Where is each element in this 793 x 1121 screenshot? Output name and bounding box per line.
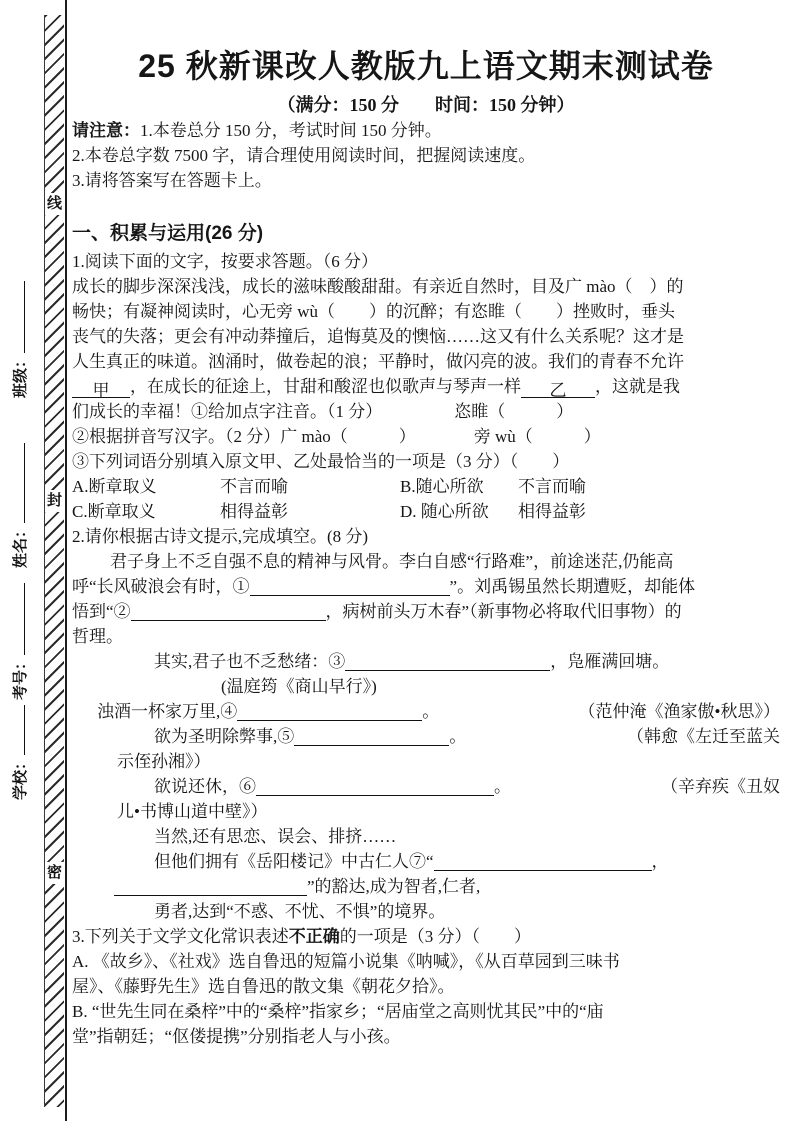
q2-line-8 [72, 724, 780, 749]
school-field-blank [11, 705, 25, 755]
blank-6 [256, 776, 494, 796]
seal-char-mi: 密 [45, 862, 64, 884]
q1-sub2 [72, 424, 780, 449]
q2-line-8-left [154, 724, 466, 749]
paper-title: 25 秋新课改人教版九上语文期末测试卷 [138, 48, 714, 84]
blank-1 [250, 576, 450, 596]
q1-sub1-right: 恣睢（ ） [454, 402, 574, 421]
q2-citation-wen: (温庭筠《商山早行》) [221, 677, 377, 696]
notice-line-3 [72, 168, 780, 193]
q3-stem-post: 的一项是（3 分）（ ） [339, 927, 531, 946]
q2-intro: 2.请你根据古诗文提示,完成填空。(8 分) [72, 527, 369, 546]
q1-passage-3: 丧气的失落；更会有冲动莽撞后，追悔莫及的懊恼……这又有什么关系呢？这才是 [72, 327, 684, 346]
q1-passage-2: 畅快；有凝神阅读时，心无旁 wù（ ）的沉醉；有恣睢（ ）挫败时，垂头 [72, 302, 676, 321]
q1-intro: 1.阅读下面的文字，按要求答题。（6 分） [72, 252, 378, 271]
q2-line-8-pre: 欲为圣明除弊事,⑤ [154, 727, 295, 746]
q1-passage-5 [72, 374, 780, 399]
exam-number-field [9, 583, 30, 700]
notice-1-text: 1.本卷总分 150 分，考试时间 150 分钟。 [140, 121, 442, 140]
q1-option-a-label: A.断章取义 [72, 477, 157, 496]
q2-line-13-post: ， [651, 852, 669, 871]
blank-5 [294, 726, 449, 746]
q2-citation-fan: （范仲淹《渔家傲•秋思》） [578, 702, 780, 721]
q2-line-7 [72, 699, 780, 724]
notice-3-text: 3.请将答案写在答题卡上。 [72, 171, 272, 190]
name-field-blank [11, 443, 25, 523]
q2-line-5-post: ，凫雁满回塘。 [550, 652, 670, 671]
q2-line-12: 当然,还有思恋、误会、排挤…… [154, 827, 397, 846]
q1-option-d-label: D. 随心所欲 [400, 502, 489, 521]
q3-option-a-line-1: A. 《故乡》、《社戏》选自鲁迅的短篇小说集《呐喊》，《从百草园到三味书 [72, 952, 620, 971]
q2-line-1: 君子身上不乏自强不息的精神与风骨。李白自感“行路难”，前途迷茫,仍能高 [110, 552, 674, 571]
blank-7-continued [114, 876, 307, 896]
q2-line-2-pre: 呼“长风破浪会有时，① [72, 577, 250, 596]
q1-passage-4: 人生真正的味道。汹涌时，做卷起的浪；平静时，做闪亮的波。我们的青春不允许 [72, 352, 684, 371]
q3-option-b-line-2: 堂”指朝廷；“伛偻提携”分别指老人与小孩。 [72, 1027, 401, 1046]
blank-jia: 甲 [72, 378, 130, 398]
q1-passage-1: 成长的脚步深深浅浅，成长的滋味酸酸甜甜。有亲近自然时，目及广 mào（ ）的 [72, 277, 684, 296]
q1-option-d-word2: 相得益彰 [518, 502, 586, 521]
blank-3 [345, 651, 550, 671]
q2-line-7-pre: 浊酒一杯家万里,④ [97, 702, 238, 721]
notice-label: 请注意： [72, 121, 140, 140]
q2-line-4: 哲理。 [72, 627, 123, 646]
exam-number-field-blank [11, 583, 25, 655]
q1-sub1 [72, 399, 780, 424]
q2-line-10-left [154, 774, 511, 799]
notice-2-text: 2.本卷总字数 7500 字，请合理使用阅读时间，把握阅读速度。 [72, 146, 536, 165]
q2-line-10 [72, 774, 780, 799]
q3-option-a-line-2: 屋》、《藤野先生》选自鲁迅的散文集《朝花夕拾》。 [72, 977, 455, 996]
seal-char-feng: 封 [45, 490, 64, 512]
q1-option-c-word2: 相得益彰 [220, 502, 288, 521]
paper-content [72, 0, 780, 1049]
q2-citation-xin: （辛弃疾《丑奴 [661, 777, 780, 796]
q3-option-b-line-1: B. “世先生同在桑梓”中的“桑梓”指家乡；“居庙堂之高则忧其民”中的“庙 [72, 1002, 604, 1021]
q2-line-2-post: ”。刘禹锡虽然长期遭贬，却能体 [449, 577, 696, 596]
q2-line-14-post: ”的豁达,成为智者,仁者, [307, 877, 481, 896]
q2-line-13-pre: 但他们拥有《岳阳楼记》中古仁人⑦“ [154, 852, 434, 871]
q3-stem [72, 924, 780, 949]
q1-passage-5-mid: ，在成长的征途上，甘甜和酸涩也似歌声与琴声一样 [130, 377, 521, 396]
q2-line-9: 示侄孙湘》） [117, 752, 211, 771]
content-border-line [65, 0, 67, 1121]
school-field-label: 学校： [13, 754, 29, 800]
q1-option-b-word2: 不言而喻 [518, 477, 586, 496]
q2-line-2 [72, 574, 780, 599]
q2-line-3-post: ，病树前头万木春”（新事物必将取代旧事物）的 [325, 602, 682, 621]
section-1-heading: 一、积累与运用(26 分) [72, 223, 264, 244]
q2-line-5 [154, 649, 780, 674]
blank-2 [131, 601, 326, 621]
blank-4 [237, 701, 422, 721]
q2-line-13 [154, 849, 780, 874]
q3-stem-bold: 不正确 [288, 927, 340, 946]
seal-cut-line [44, 15, 64, 1107]
q2-line-3 [72, 599, 780, 624]
blank-7 [434, 851, 652, 871]
q1-sub2-left: ②根据拼音写汉字。（2 分）广 mào（ ） [72, 427, 416, 446]
q2-citation-han: （韩愈《左迁至蓝关 [627, 727, 780, 746]
q1-sub1-left: 们成长的幸福！①给加点字注音。（1 分） [72, 402, 383, 421]
q2-line-5-pre: 其实,君子也不乏愁绪：③ [154, 652, 346, 671]
class-field-label: 班级： [13, 352, 29, 398]
notice-line-2 [72, 143, 780, 168]
notice-line-1 [72, 118, 780, 143]
q2-line-7-left [97, 699, 439, 724]
q1-sub2-right: 旁 wù（ ） [473, 427, 601, 446]
q1-option-c-label: C.断章取义 [72, 502, 156, 521]
exam-number-field-label: 考号： [13, 654, 29, 700]
q3-stem-pre: 3.下列关于文学文化常识表述 [72, 927, 289, 946]
q2-line-7-post: 。 [422, 702, 440, 721]
q2-line-15: 勇者,达到“不惑、不忧、不惧”的境界。 [154, 902, 446, 921]
school-field [9, 705, 30, 800]
blank-yi: 乙 [521, 378, 595, 398]
q2-line-3-pre: 悟到“② [72, 602, 131, 621]
paper-subtitle: （满分：150 分 时间：150 分钟） [277, 95, 575, 115]
q1-option-a-word2: 不言而喻 [220, 477, 288, 496]
seal-char-xian: 线 [45, 193, 64, 215]
q2-line-10-pre: 欲说还休，⑥ [154, 777, 256, 796]
class-field-blank [11, 281, 25, 353]
name-field [9, 443, 30, 568]
class-field [9, 281, 30, 398]
q1-sub3: ③下列词语分别填入原文甲、乙处最恰当的一项是（3 分）（ ） [72, 452, 570, 471]
q1-passage-5-end: ，这就是我 [595, 377, 680, 396]
q1-options-row-2 [72, 499, 780, 524]
q2-line-8-post: 。 [449, 727, 467, 746]
q2-line-14 [114, 874, 780, 899]
q1-options-row-1 [72, 474, 780, 499]
name-field-label: 姓名： [13, 522, 29, 568]
q2-line-10-post: 。 [494, 777, 511, 796]
q2-line-11: 儿•书博山道中壁》） [117, 802, 268, 821]
q1-option-b-label: B.随心所欲 [400, 477, 484, 496]
